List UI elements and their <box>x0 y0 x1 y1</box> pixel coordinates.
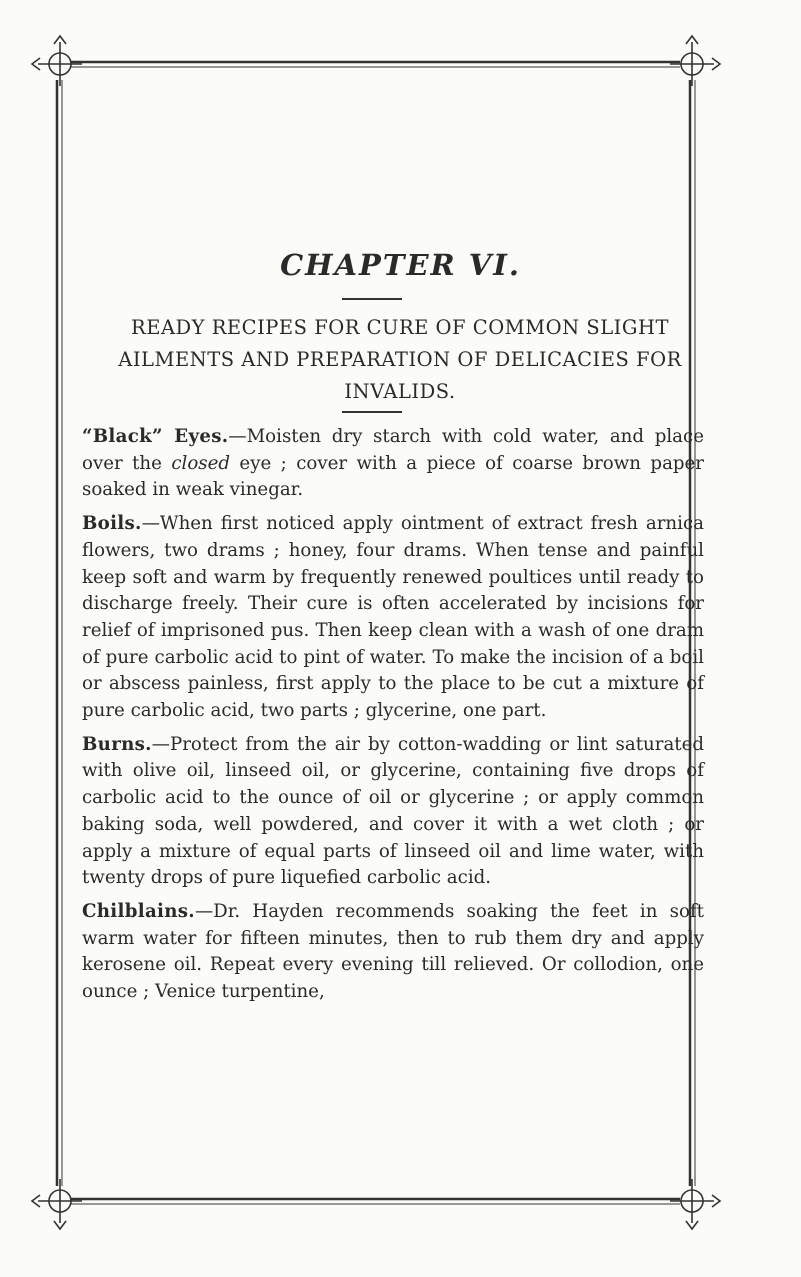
recipe-entry <box>82 732 704 892</box>
recipe-title: Boils. <box>82 513 142 535</box>
divider <box>342 411 402 413</box>
recipe-emphasis: closed <box>171 452 231 474</box>
chapter-title: CHAPTER VI. <box>280 248 521 282</box>
recipe-text: eye ; cover with a piece of coarse brown paper soaked in weak vinegar. <box>82 452 705 501</box>
chapter-heading: READY RECIPES FOR CURE OF COMMON SLIGHT AILMENTS AND PREPARATION OF DELICACIES FOR INVALIDS. <box>118 316 682 403</box>
recipe-title: “Black” Eyes. <box>82 426 229 447</box>
recipe-title: Chilblains. <box>82 900 195 922</box>
recipe-text: —When first noticed apply ointment of extract fresh arnica flowers, two drams ; honey, four drams. When tense and painful keep soft and warm by frequently renewed poultices until ready to discharge freely. Their cure is often accelerated by incisions for relief of imprisoned pus. Then keep clean with a wash of one dram of pure carbolic acid to pint of water. To make the incision of a boil or abscess painless, first apply to the place to be cut a mixture of pure carbolic acid, two parts ; glycerine, one part. <box>82 513 704 722</box>
recipe-text: —Dr. Hayden recommends soaking the feet in soft warm water for fifteen minutes, then to rub them dry and apply kerosene oil. Repeat every evening till relieved. Or collodion, one ounce ; Venice turpentine, <box>82 900 704 1003</box>
recipe-entry <box>82 511 704 725</box>
recipe-list <box>82 424 704 1006</box>
divider <box>342 298 402 300</box>
recipe-text: —Protect from the air by cotton-wadding or lint saturated with olive oil, linseed oil, or glycerine, containing five drops of carbolic acid to the ounce of oil or glycerine ; or apply common baking soda, well powdered, and cover it with a wet cloth ; or apply a mixture of equal parts of linseed oil and lime water, with twenty drops of pure liquefied carbolic acid. <box>82 733 704 889</box>
recipe-entry <box>82 899 704 1006</box>
recipe-entry <box>82 424 704 504</box>
recipe-text: —Moisten dry starch with cold water, and place over the <box>82 426 704 474</box>
recipe-title: Burns. <box>82 733 152 755</box>
